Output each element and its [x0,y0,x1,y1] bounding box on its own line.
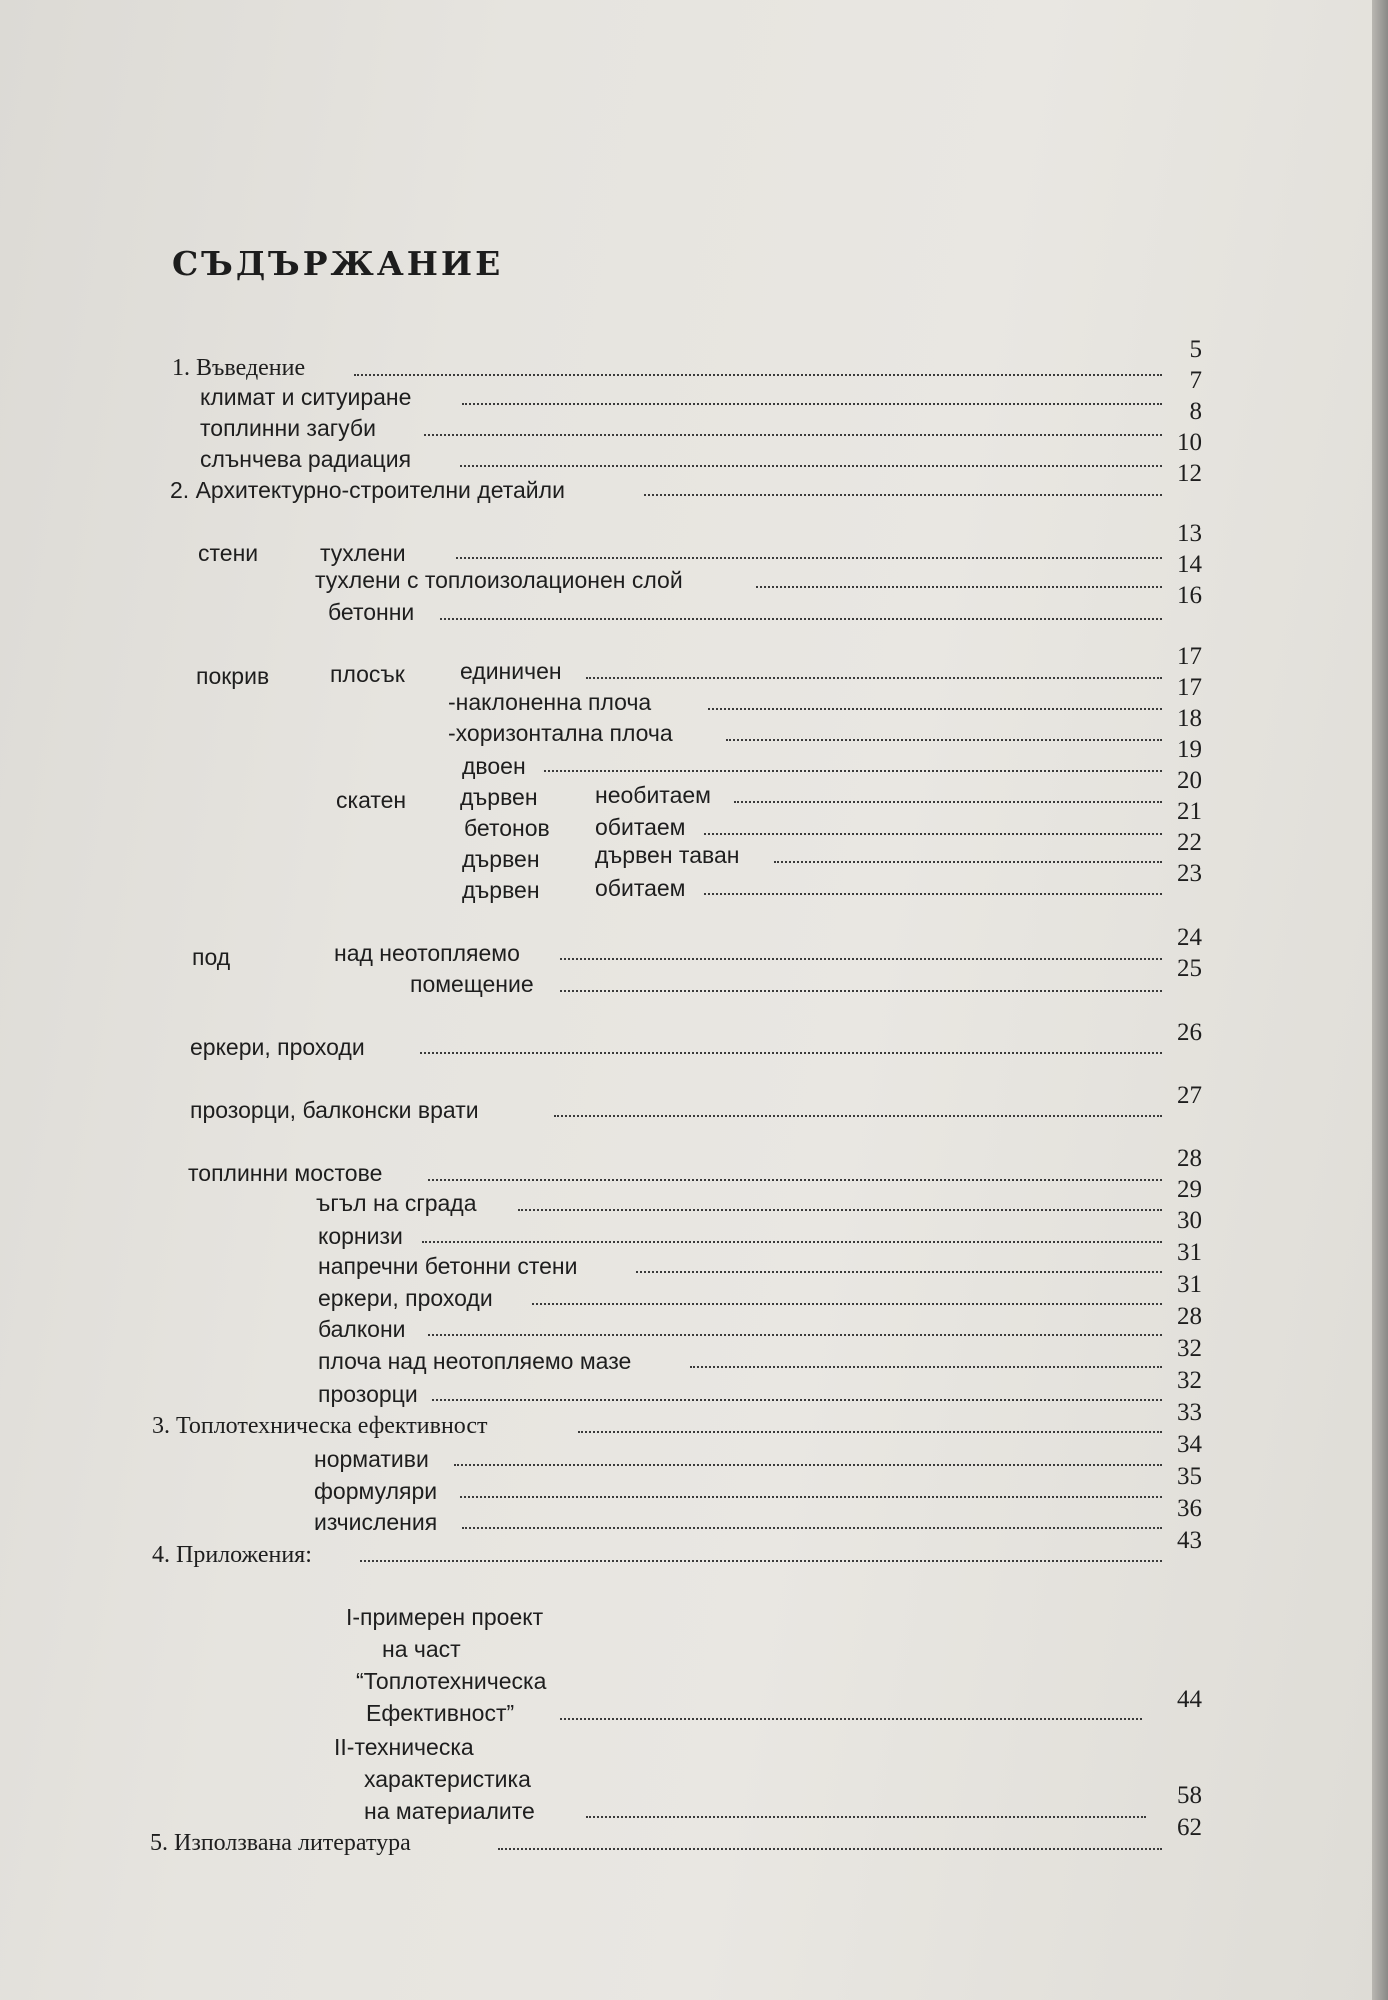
toc-label-pitched: скатен [336,787,407,813]
page-number: 12 [1177,460,1202,487]
toc-entry-above-unheated: над неотопляемо [334,940,520,966]
leader-dots [420,1052,1162,1054]
leader-dots [544,770,1162,772]
toc-label-walls: стени [198,540,259,566]
page-number: 19 [1177,736,1202,763]
toc-entry-literature: 5. Използвана литература [150,1830,411,1856]
toc-label-roof: покрив [196,663,270,689]
leader-dots [734,801,1162,803]
page-number: 25 [1177,955,1202,982]
toc-entry-horizontal-slab: -хоризонтална плоча [448,720,673,746]
page-number: 34 [1177,1431,1202,1458]
page-number: 28 [1177,1303,1202,1330]
toc-appendix-1-line3: “Топлотехническа [356,1668,547,1694]
toc-appendix-2-line1: II-техническа [334,1734,474,1760]
toc-entry-solar-radiation: слънчева радиация [200,446,412,472]
leader-dots [456,557,1162,559]
leader-dots [440,618,1162,620]
page-number: 23 [1177,860,1202,887]
leader-dots [428,1179,1162,1181]
toc-appendix-1-line4: Ефективност” [366,1700,515,1726]
page-number: 35 [1177,1463,1202,1490]
page-number: 24 [1177,924,1202,951]
page-number: 7 [1189,367,1202,394]
leader-dots [690,1366,1162,1368]
toc-label-concrete-roof: бетонов [464,815,550,841]
leader-dots [454,1464,1162,1466]
page-number: 17 [1177,643,1202,670]
leader-dots [422,1241,1162,1243]
leader-dots [636,1271,1162,1273]
page-number: 30 [1177,1207,1202,1234]
page-number: 31 [1177,1271,1202,1298]
leader-dots [532,1303,1162,1305]
page-number: 13 [1177,520,1202,547]
leader-dots [586,677,1162,679]
toc-appendix-2-line2: характеристика [364,1766,531,1792]
toc-entry-uninhabited: необитаем [595,782,711,808]
leader-dots [432,1399,1162,1401]
page-number: 26 [1177,1019,1202,1046]
leader-dots [462,403,1162,405]
page-number: 28 [1177,1145,1202,1172]
toc-entry-building-corner: ъгъл на сграда [316,1190,477,1216]
toc-entry-climate: климат и ситуиране [200,384,412,410]
page-number: 18 [1177,705,1202,732]
page-number: 44 [1177,1686,1202,1713]
page-number: 27 [1177,1082,1202,1109]
page-number: 33 [1177,1399,1202,1426]
page-number: 8 [1189,398,1202,425]
page-number: 31 [1177,1239,1202,1266]
leader-dots [354,374,1162,376]
toc-label-wooden: дървен [460,784,538,810]
leader-dots [726,739,1162,741]
page-title: СЪДЪРЖАНИЕ [172,244,504,283]
page-number: 32 [1177,1335,1202,1362]
toc-label-flat: плосък [330,661,405,687]
toc-entry-standards: нормативи [314,1446,429,1472]
toc-entry-introduction: 1. Въведение [172,355,306,381]
page-number: 21 [1177,798,1202,825]
page-number: 10 [1177,429,1202,456]
leader-dots [708,708,1162,710]
leader-dots [644,494,1162,496]
leader-dots [460,1496,1162,1498]
toc-entry-wooden-ceiling: дървен таван [595,842,740,868]
page-edge-shadow [1372,0,1388,2000]
page-number: 43 [1177,1527,1202,1554]
toc-appendix-1-line1: I-примерен проект [346,1604,544,1630]
toc-entry-concrete: бетонни [328,599,415,625]
toc-entry-calculations: изчисления [314,1509,438,1535]
page-number: 14 [1177,551,1202,578]
toc-entry-appendices: 4. Приложения: [152,1542,312,1568]
leader-dots [586,1816,1146,1818]
page-number: 17 [1177,674,1202,701]
page-number: 29 [1177,1176,1202,1203]
leader-dots [560,990,1162,992]
toc-entry-bay-windows: еркери, проходи [190,1034,365,1060]
leader-dots [498,1848,1162,1850]
toc-entry-brick: тухлени [320,540,406,566]
leader-dots [428,1334,1162,1336]
toc-entry-thermal-bridges: топлинни мостове [188,1160,383,1186]
toc-entry-room: помещение [410,971,534,997]
page-number: 36 [1177,1495,1202,1522]
toc-entry-slab-over-basement: плоча над неотопляемо мазе [318,1348,632,1374]
leader-dots [424,434,1162,436]
toc-entry-windows-balcony-doors: прозорци, балконски врати [190,1097,479,1123]
toc-entry-forms: формуляри [314,1478,438,1504]
leader-dots [462,1527,1162,1529]
toc-label-wooden-3: дървен [462,877,540,903]
toc-entry-windows: прозорци [318,1381,418,1407]
toc-entry-bay-windows-2: еркери, проходи [318,1285,493,1311]
page-number: 62 [1177,1814,1202,1841]
page-number: 5 [1189,336,1202,363]
leader-dots [756,586,1162,588]
toc-appendix-1-line2: на част [382,1636,461,1662]
toc-entry-inhabited: обитаем [595,814,686,840]
toc-entry-balconies: балкони [318,1316,406,1342]
leader-dots [774,861,1162,863]
page-number: 16 [1177,582,1202,609]
toc-label-floor: под [192,944,231,970]
toc-entry-cornices: корнизи [318,1223,403,1249]
toc-entry-architectural-details: 2. Архитектурно-строителни детайли [170,477,565,503]
page-number: 22 [1177,829,1202,856]
toc-label-wooden-2: дървен [462,846,540,872]
page-number: 32 [1177,1367,1202,1394]
leader-dots [560,1718,1142,1720]
toc-entry-heat-losses: топлинни загуби [200,415,376,441]
toc-appendix-2-line3: на материалите [364,1798,535,1824]
leader-dots [578,1431,1162,1433]
leader-dots [460,465,1162,467]
page-number: 20 [1177,767,1202,794]
toc-entry-double: двоен [462,753,526,779]
toc-entry-transverse-walls: напречни бетонни стени [318,1253,578,1279]
toc-entry-inhabited-2: обитаем [595,875,686,901]
leader-dots [704,893,1162,895]
toc-entry-inclined-slab: -наклоненна плоча [448,689,652,715]
leader-dots [360,1560,1162,1562]
page-number: 58 [1177,1782,1202,1809]
leader-dots [704,833,1162,835]
leader-dots [518,1209,1162,1211]
toc-entry-thermal-efficiency: 3. Топлотехническа ефективност [152,1413,488,1439]
toc-entry-brick-insulated: тухлени с топлоизолационен слой [315,567,683,593]
leader-dots [560,958,1162,960]
toc-entry-single: единичен [460,658,562,684]
leader-dots [554,1115,1162,1117]
